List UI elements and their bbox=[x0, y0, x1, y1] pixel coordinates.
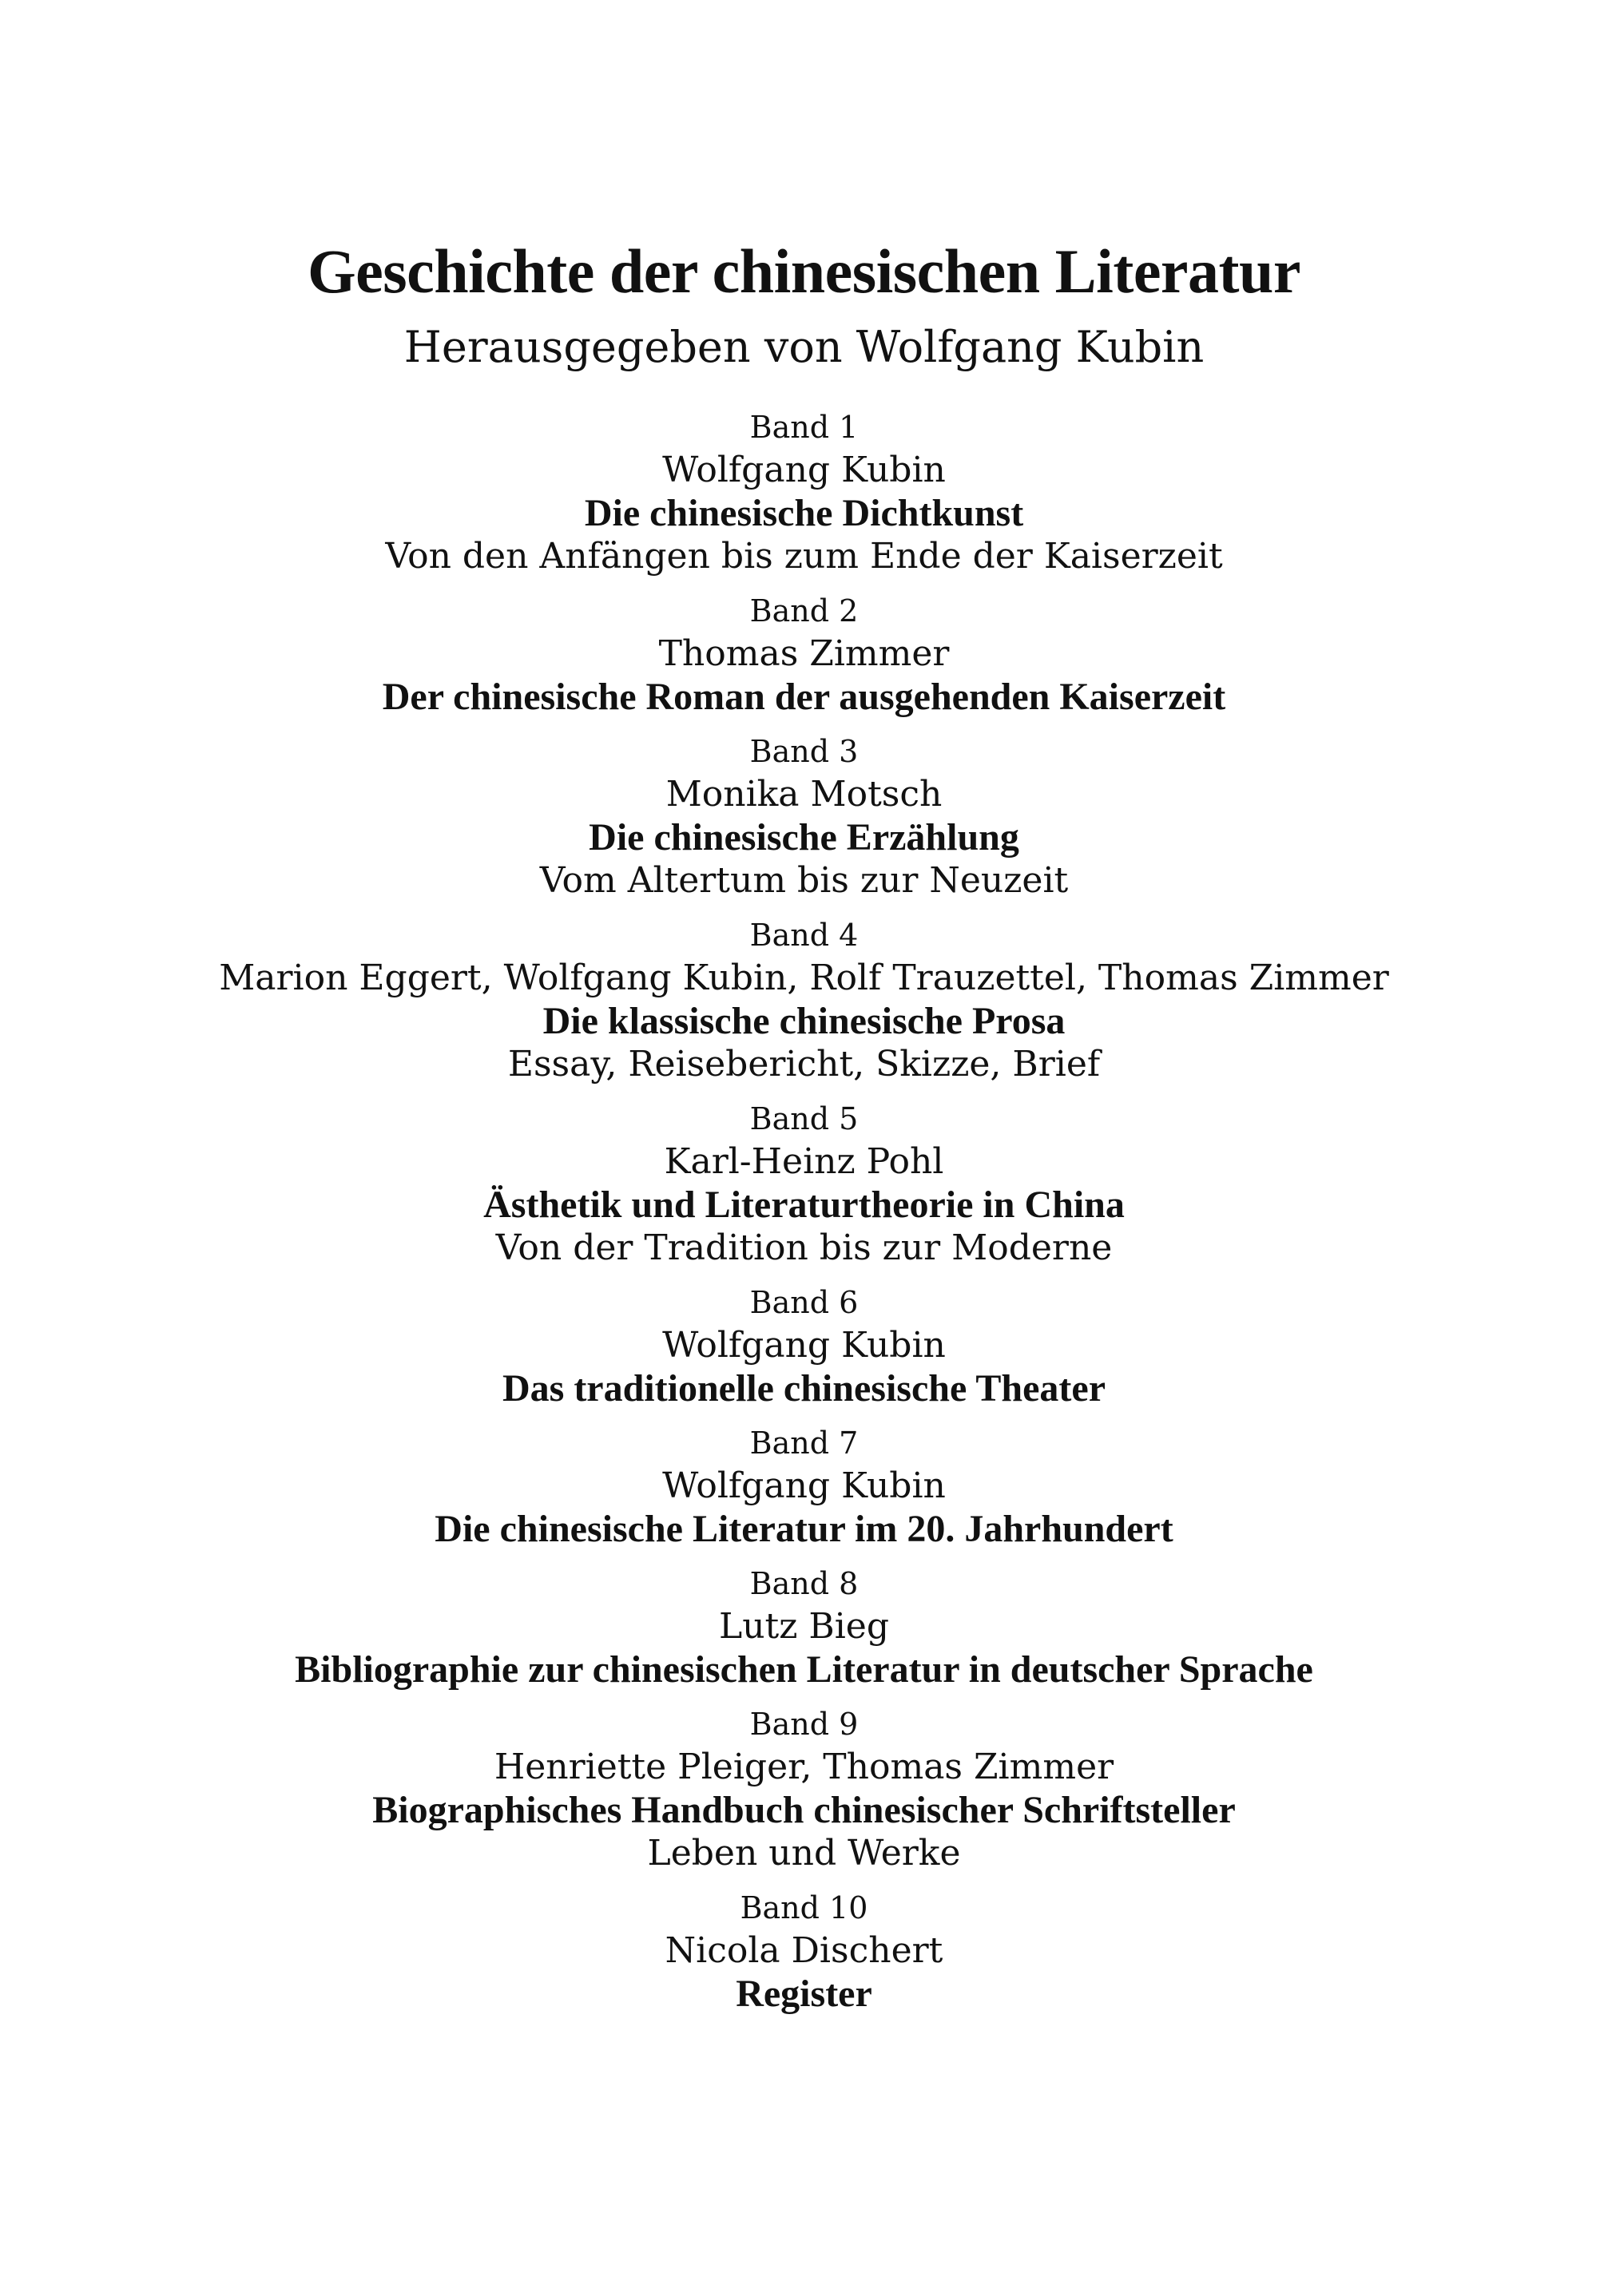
volume-title: Die chinesische Erzählung bbox=[589, 816, 1019, 859]
volume-title: Register bbox=[736, 1973, 872, 2015]
volume-title: Bibliographie zur chinesischen Literatur in deutscher Sprache bbox=[295, 1648, 1313, 1691]
volume-5 bbox=[0, 1097, 1608, 1270]
volume-subtitle: Essay, Reisebericht, Skizze, Brief bbox=[507, 1044, 1101, 1085]
volume-label: Band 5 bbox=[749, 1101, 859, 1136]
volume-6 bbox=[0, 1281, 1608, 1410]
volume-author: Nicola Dischert bbox=[665, 1930, 943, 1971]
volume-title: Die klassische chinesische Prosa bbox=[542, 1000, 1066, 1042]
volume-author: Wolfgang Kubin bbox=[662, 1325, 946, 1366]
volume-list bbox=[0, 406, 1608, 2027]
volume-title: Ästhetik und Literaturtheorie in China bbox=[483, 1184, 1125, 1226]
volume-title: Das traditionelle chinesische Theater bbox=[502, 1367, 1106, 1410]
editor-line: Herausgegeben von Wolfgang Kubin bbox=[403, 322, 1205, 372]
series-title: Geschichte der chinesischen Literatur bbox=[307, 236, 1301, 306]
volume-subtitle: Von der Tradition bis zur Moderne bbox=[495, 1227, 1113, 1268]
volume-label: Band 6 bbox=[749, 1285, 859, 1320]
volume-label: Band 8 bbox=[749, 1566, 859, 1601]
volume-author: Wolfgang Kubin bbox=[662, 1465, 946, 1506]
volume-label: Band 4 bbox=[749, 918, 859, 953]
volume-title: Biographisches Handbuch chinesischer Schriftsteller bbox=[372, 1789, 1236, 1831]
volume-2 bbox=[0, 589, 1608, 719]
volume-subtitle: Leben und Werke bbox=[647, 1833, 961, 1874]
volume-label: Band 3 bbox=[749, 734, 859, 769]
volume-1 bbox=[0, 406, 1608, 578]
volume-author: Monika Motsch bbox=[665, 774, 943, 815]
volume-author: Karl-Heinz Pohl bbox=[664, 1141, 944, 1182]
volume-3 bbox=[0, 730, 1608, 902]
volume-subtitle: Von den Anfängen bis zum Ende der Kaiserzeit bbox=[385, 536, 1223, 577]
volume-10 bbox=[0, 1886, 1608, 2016]
volume-7 bbox=[0, 1422, 1608, 1551]
volume-label: Band 1 bbox=[749, 410, 859, 445]
volume-author: Wolfgang Kubin bbox=[662, 450, 946, 490]
volume-title: Die chinesische Literatur im 20. Jahrhundert bbox=[435, 1508, 1173, 1550]
volume-label: Band 9 bbox=[749, 1707, 859, 1742]
volume-4 bbox=[0, 914, 1608, 1086]
volume-8 bbox=[0, 1562, 1608, 1691]
volume-label: Band 7 bbox=[749, 1426, 859, 1461]
volume-label: Band 10 bbox=[740, 1890, 868, 1925]
volume-author: Henriette Pleiger, Thomas Zimmer bbox=[494, 1747, 1114, 1787]
volume-author: Lutz Bieg bbox=[718, 1606, 890, 1647]
volume-author: Marion Eggert, Wolfgang Kubin, Rolf Trauzettel, Thomas Zimmer bbox=[219, 958, 1389, 998]
volume-9 bbox=[0, 1703, 1608, 1875]
volume-label: Band 2 bbox=[749, 593, 859, 629]
volume-author: Thomas Zimmer bbox=[658, 633, 950, 674]
volume-subtitle: Vom Altertum bis zur Neuzeit bbox=[539, 860, 1069, 901]
volume-title: Der chinesische Roman der ausgehenden Kaiserzeit bbox=[382, 676, 1226, 718]
volume-title: Die chinesische Dichtkunst bbox=[584, 492, 1024, 534]
